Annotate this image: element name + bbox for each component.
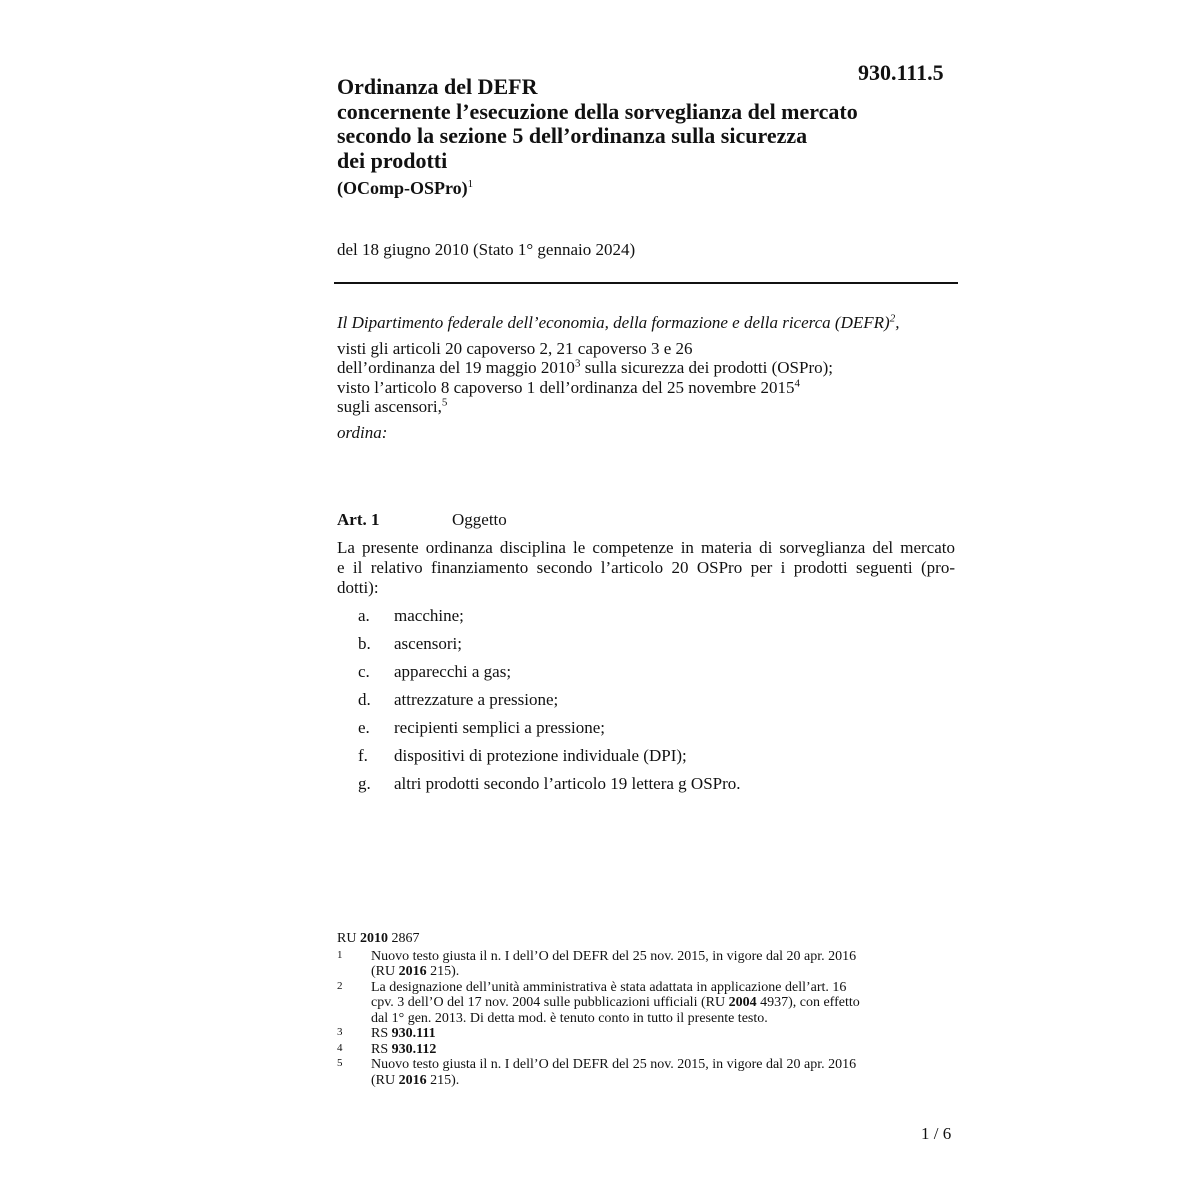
footnote-line: Nuovo testo giusta il n. I dell’O del DEFR del 25 nov. 2015, in vigore dal 20 apr. 2016	[371, 1057, 857, 1072]
article-line: dotti):	[337, 578, 379, 597]
list-letter: d.	[358, 690, 371, 709]
page-number: 1 / 6	[921, 1124, 952, 1143]
document-title	[337, 75, 937, 173]
ru-year: 2010	[359, 931, 388, 946]
preamble-line	[337, 397, 957, 417]
footnote	[337, 980, 937, 1027]
footnote-line: La designazione dell’unità amministrativa è stata adattata in applicazione dell’art. 16	[371, 979, 847, 995]
footnote-line: Nuovo testo giusta il n. I dell’O del DEFR del 25 nov. 2015, in vigore dal 20 apr. 2016	[371, 948, 857, 964]
list-text: ascensori;	[394, 634, 462, 653]
title-line: dei prodotti	[337, 147, 448, 173]
list-text: altri prodotti secondo l’articolo 19 lettera g OSPro.	[394, 774, 741, 793]
divider	[334, 282, 958, 284]
list-letter: e.	[358, 718, 370, 737]
footnote-year: 2004	[728, 995, 757, 1010]
article-number: Art. 1	[337, 510, 380, 529]
footnote-text	[371, 1026, 436, 1042]
footnote-year: 2016	[398, 1072, 427, 1088]
title-line: concernente l’esecuzione della sorveglianza del mercato	[337, 98, 858, 124]
list-item	[358, 606, 741, 634]
footnote-text-part: 215).	[426, 964, 460, 979]
footnote-number: 1	[337, 948, 343, 961]
footnote-number: 3	[337, 1026, 343, 1038]
ru-reference	[337, 931, 937, 947]
ru-page: 2867	[391, 931, 420, 946]
footnote-text-part: RS	[371, 1041, 392, 1057]
footnote-ref[interactable]: 3	[574, 357, 581, 370]
footnote-text	[371, 949, 856, 980]
preamble-line	[337, 358, 957, 378]
article-title: Oggetto	[452, 510, 507, 529]
list-item	[358, 746, 741, 774]
list-letter: c.	[358, 662, 370, 681]
list-text: attrezzature a pressione;	[394, 690, 559, 709]
list-item	[358, 634, 741, 662]
list-item	[358, 718, 741, 746]
footnote-text-part: cpv. 3 dell’O del 17 nov. 2004 sulle pubblicazioni ufficiali (RU	[371, 995, 729, 1010]
footnote-ref-number[interactable]: 930.112	[391, 1041, 437, 1057]
preamble-line: visti gli articoli 20 capoverso 2, 21 capoverso 3 e 26	[337, 338, 693, 358]
list-item	[358, 662, 741, 690]
list-item	[358, 690, 741, 718]
footnote-text-part: (RU	[371, 964, 399, 979]
footnote-text	[371, 980, 860, 1027]
abbreviation-text: (OComp-OSPro)	[337, 178, 468, 198]
list-text: dispositivi di protezione individuale (DPI);	[394, 746, 687, 765]
footnote-text-part: 215).	[426, 1072, 460, 1088]
title-line: Ordinanza del DEFR	[337, 74, 538, 99]
footnote-text-part: RS	[371, 1026, 392, 1041]
list-letter: b.	[358, 634, 371, 653]
footnote-line: dal 1° gen. 2013. Di detta mod. è tenuto conto in tutto il presente testo.	[371, 1010, 768, 1026]
list-letter: a.	[358, 606, 370, 625]
preamble-ordina: ordina:	[337, 422, 388, 442]
footnotes	[337, 931, 937, 1088]
footnote-number: 2	[337, 979, 343, 992]
footnote-line	[371, 1073, 856, 1089]
footnote	[337, 949, 937, 980]
footnote-number: 4	[337, 1041, 343, 1054]
preamble-line	[337, 378, 957, 398]
footnote-text-part: 4937), con effetto	[756, 995, 860, 1010]
article-line: La presente ordinanza disciplina le competenze in materia di sorveglianza del mercato	[337, 538, 955, 557]
preamble	[337, 313, 957, 442]
article-heading	[337, 510, 507, 530]
article-body	[337, 538, 955, 598]
footnote	[337, 1026, 937, 1042]
preamble-text: sugli ascensori,	[337, 397, 442, 416]
footnote-ref[interactable]: 2	[889, 312, 896, 325]
title-line: secondo la sezione 5 dell’ordinanza sulla sicurezza	[337, 123, 808, 148]
list-letter: g.	[358, 774, 371, 793]
preamble-authority	[337, 313, 957, 333]
preamble-text: dell’ordinanza del 19 maggio 2010	[337, 358, 575, 377]
authority-suffix: ,	[895, 313, 900, 332]
list-letter: f.	[358, 746, 368, 765]
preamble-text: visto l’articolo 8 capoverso 1 dell’ordinanza del 25 novembre 2015	[337, 377, 795, 397]
preamble-text: sulla sicurezza dei prodotti (OSPro);	[580, 358, 834, 377]
document-date: del 18 giugno 2010 (Stato 1° gennaio 2024)	[337, 240, 636, 259]
footnote-number: 5	[337, 1057, 343, 1069]
footnote-text-part: (RU	[371, 1072, 399, 1088]
article-line: e il relativo finanziamento secondo l’articolo 20 OSPro per i prodotti seguenti (pro-	[337, 558, 955, 577]
footnote-text	[371, 1057, 856, 1088]
product-list	[358, 606, 741, 802]
ru-prefix: RU	[337, 931, 357, 946]
footnote-ref-number[interactable]: 930.111	[391, 1026, 436, 1041]
footnote-ref[interactable]: 5	[441, 396, 448, 409]
footnote-ref[interactable]: 4	[794, 376, 800, 389]
footnote-line	[371, 995, 860, 1011]
list-text: macchine;	[394, 606, 464, 625]
list-text: recipienti semplici a pressione;	[394, 718, 606, 737]
list-text: apparecchi a gas;	[394, 662, 512, 681]
authority-text: Il Dipartimento federale dell’economia, della formazione e della ricerca (DEFR)	[337, 313, 890, 332]
footnote-text	[371, 1042, 436, 1058]
list-item	[358, 774, 741, 802]
footnote	[337, 1042, 937, 1058]
footnote-ref[interactable]: 1	[467, 178, 474, 190]
abbreviation	[337, 178, 473, 199]
footnote	[337, 1057, 937, 1088]
footnote-line	[371, 964, 856, 980]
sr-number: 930.111.5	[858, 60, 944, 85]
footnote-year: 2016	[398, 964, 427, 979]
